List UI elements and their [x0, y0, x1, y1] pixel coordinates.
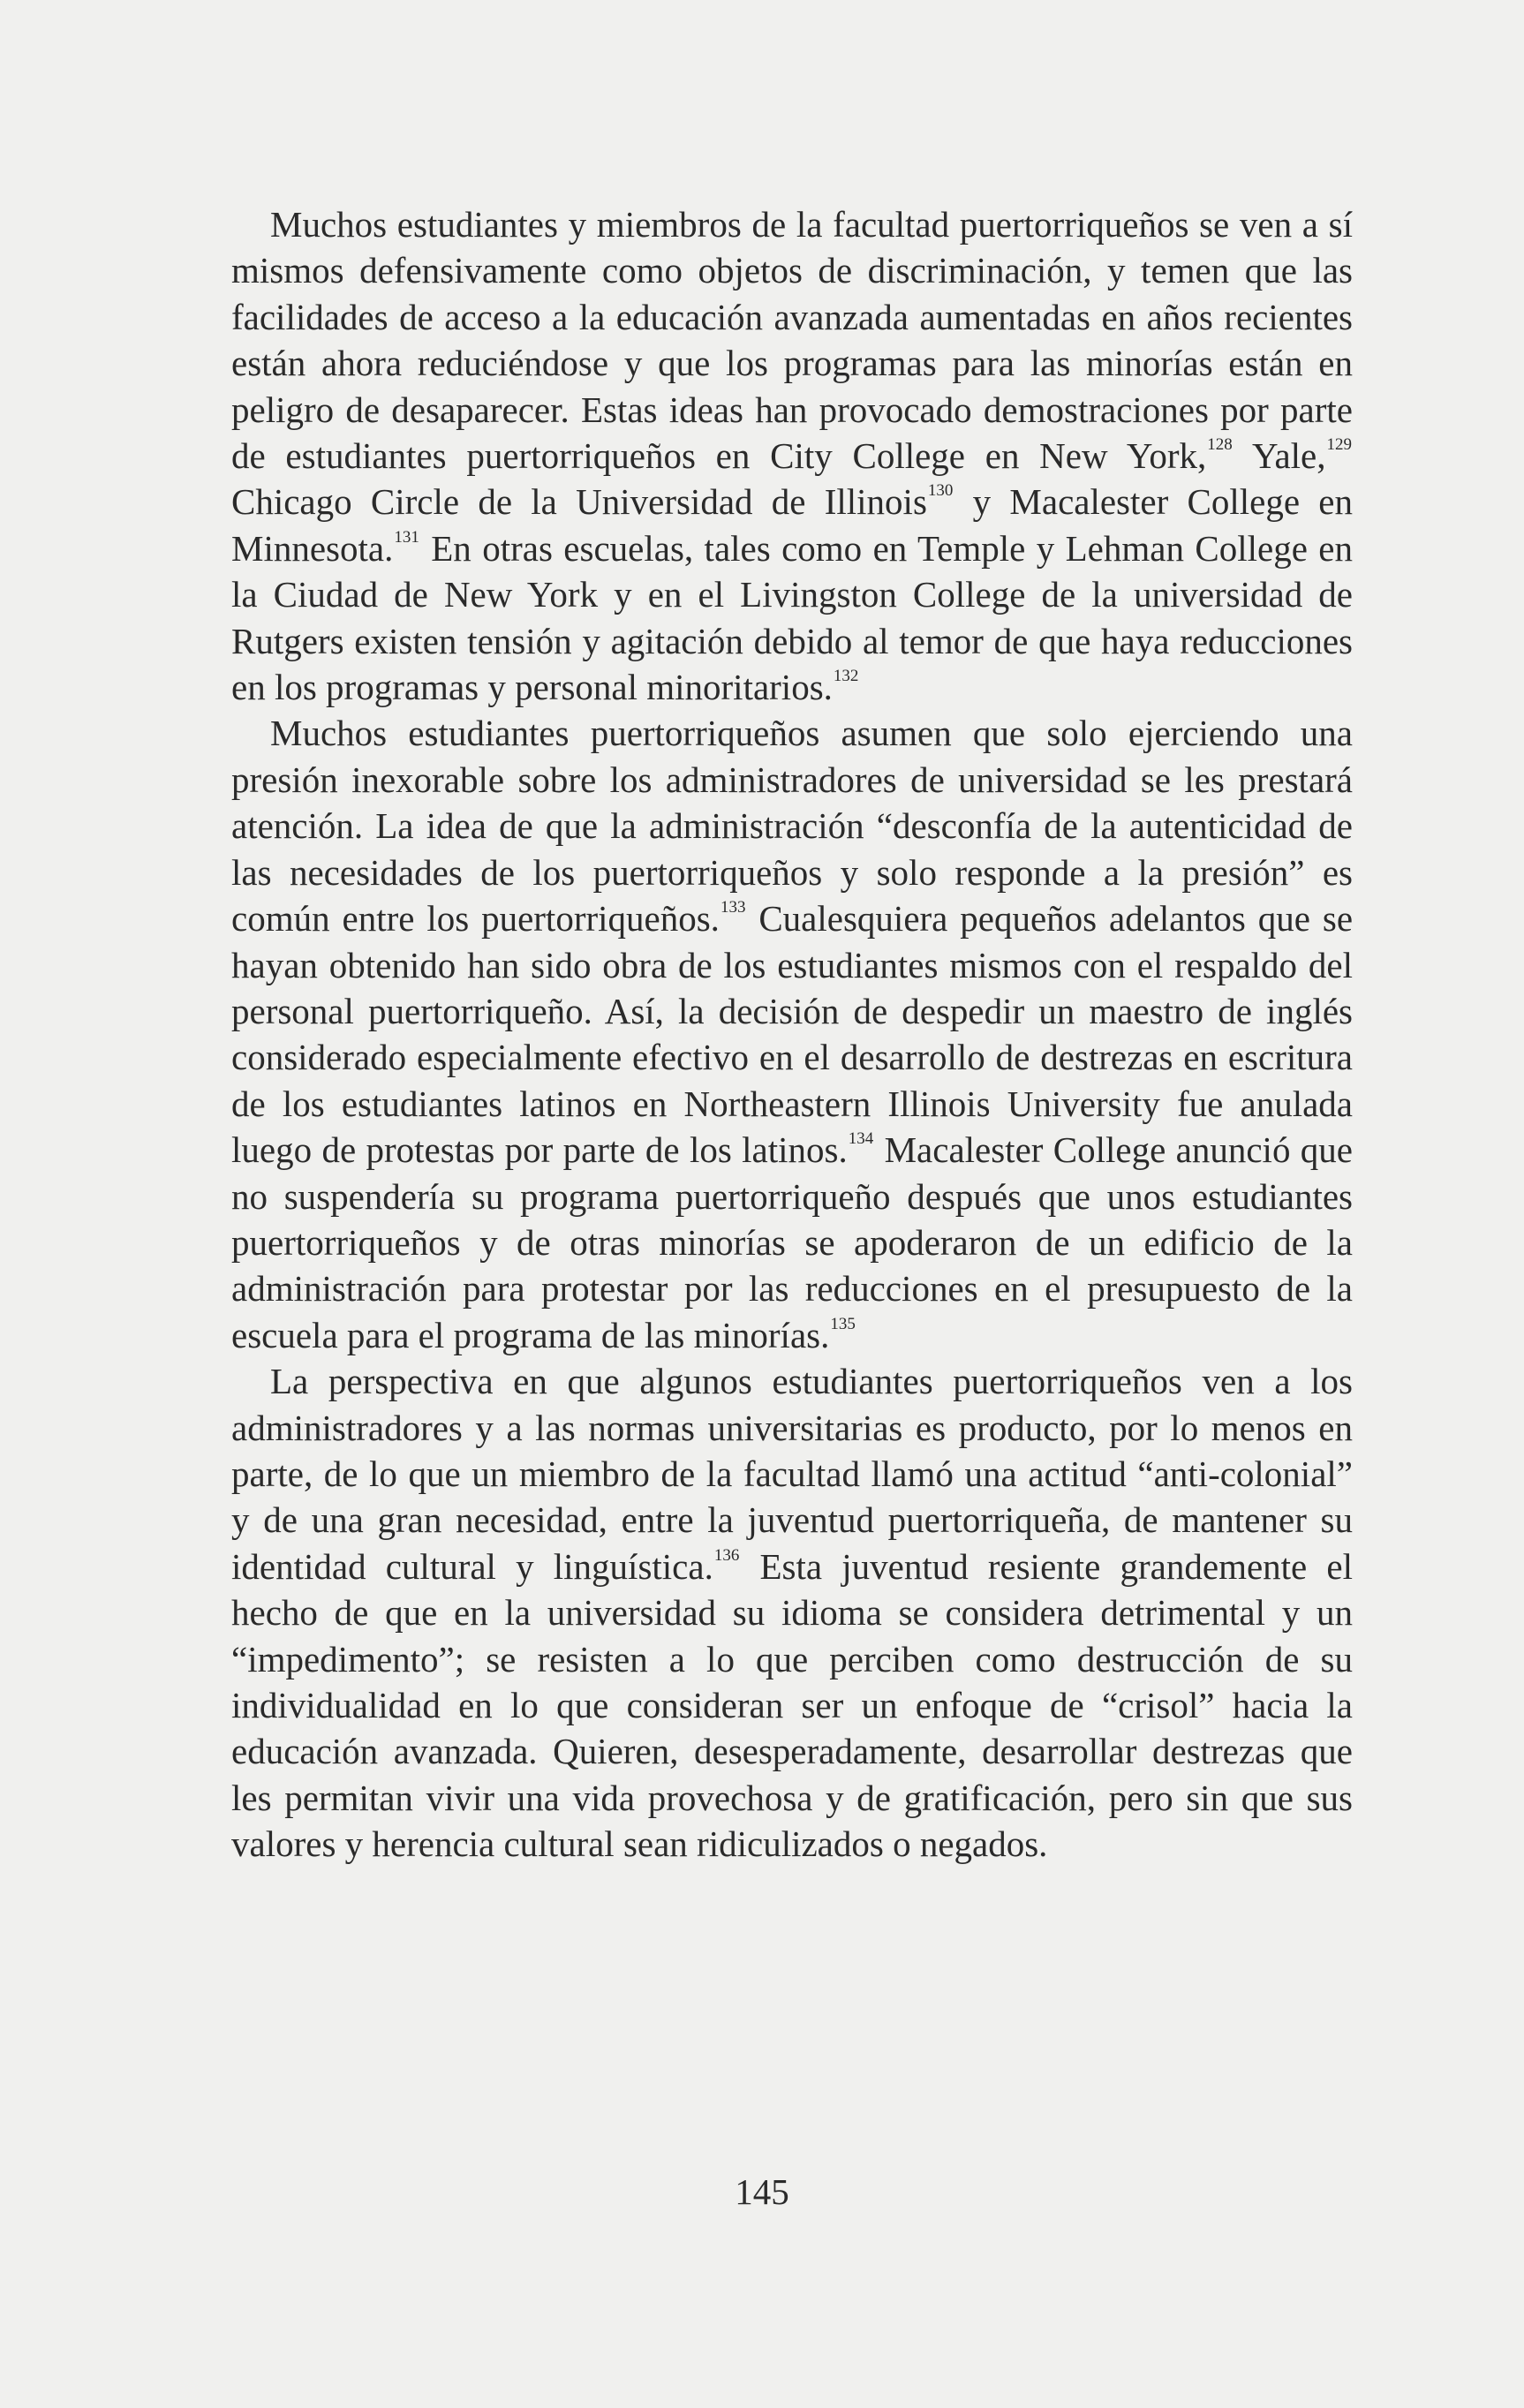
- text-run: En otras escuelas, tales como en Temple y Lehman College en la Ciudad de New York y en el Livingston College de la universidad de Rutgers existen tensión y agitación debido al temor de que haya reducciones en los programas y personal minoritarios.: [231, 527, 1353, 708]
- footnote-reference: 128: [1207, 435, 1233, 455]
- footnote-reference: 130: [927, 481, 954, 501]
- text-run: y Macalester College en Minnesota.: [231, 481, 1353, 569]
- footnote-reference: 135: [830, 1314, 856, 1333]
- text-run: Macalester College anunció que no suspendería su programa puertorriqueño después que unos estudiantes puertorriqueños y de otras minorías se apoderaron de un edificio de la administración para protestar por las reducciones en el presupuesto de la escuela para el programa de las minorías.: [231, 1129, 1353, 1355]
- text-run: Muchos estudiantes y miembros de la facultad puertorriqueños se ven a sí mismos defensivamente como objetos de discriminación, y temen que las facilidades de acceso a la educación avanzada aumentadas en años recientes están ahora reduciéndose y que los programas para las minorías están en peligro de desaparecer. Estas ideas han provocado demostraciones por parte de estudiantes puertorriqueños en City College en New York,: [231, 204, 1353, 477]
- text-run: Muchos estudiantes puertorriqueños asumen que solo ejerciendo una presión inexorable sobre los administradores de universidad se les prestará atención. La idea de que la administración “desconfía de la autenticidad de las necesidades de los puertorriqueños y solo responde a la presión” es común entre los puertorriqueños.: [231, 713, 1353, 940]
- paragraph: [231, 201, 1353, 710]
- body-text: [231, 201, 1353, 1868]
- text-run: Cualesquiera pequeños adelantos que se hayan obtenido han sido obra de los estudiantes mismos con el respaldo del personal puertorriqueño. Así, la decisión de despedir un maestro de inglés considerado especialmente efectivo en el desarrollo de destrezas en escritura de los estudiantes latinos en Northeastern Illinois University fue anulada luego de protestas por parte de los latinos.: [231, 898, 1354, 1171]
- text-run: Chicago Circle de la Universidad de Illinois: [231, 481, 927, 523]
- footnote-reference: 136: [713, 1545, 740, 1565]
- page-number: 145: [735, 2171, 789, 2212]
- footnote-reference: 134: [848, 1129, 874, 1149]
- footnote-reference: 133: [720, 898, 746, 917]
- footnote-reference: 131: [394, 527, 419, 547]
- footnote-reference: 129: [1326, 435, 1352, 455]
- paragraph: [231, 710, 1353, 1358]
- text-run: Esta juventud resiente grandemente el hecho de que en la universidad su idioma se considera detrimental y un “impedimento”; se resisten a lo que perciben como destrucción de su individualidad en lo que consideran ser un enfoque de “crisol” hacia la educación avanzada. Quieren, desesperadamente, desarrollar destrezas que les permitan vivir una vida provechosa y de gratificación, pero sin que sus valores y herencia cultural sean ridiculizados o negados.: [231, 1545, 1353, 1865]
- footnote-reference: 132: [833, 667, 859, 686]
- paragraph: [231, 1358, 1353, 1867]
- text-run: La perspectiva en que algunos estudiantes puertorriqueños ven a los administradores y a las normas universitarias es producto, por lo menos en parte, de lo que un miembro de la facultad llamó una actitud “anti-colonial” y de una gran necesidad, entre la juventud puertorriqueña, de mantener su identidad cultural y linguística.: [231, 1361, 1353, 1587]
- text-run: Yale,: [1233, 435, 1326, 477]
